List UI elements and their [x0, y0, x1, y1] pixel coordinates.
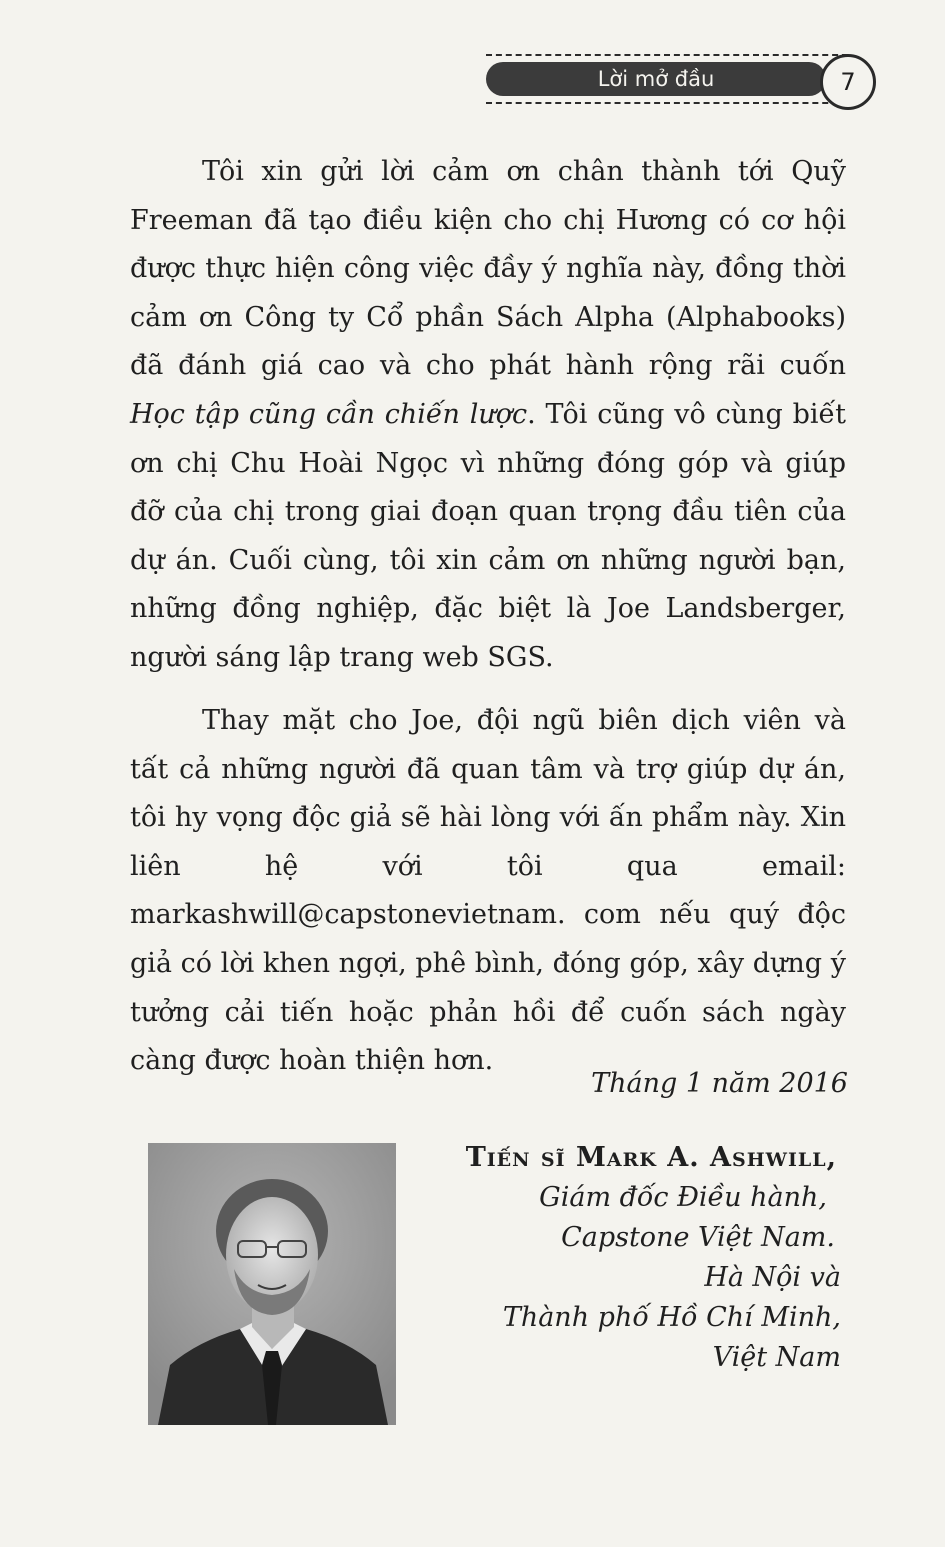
section-title: Lời mở đầu — [486, 62, 826, 96]
date-line: Tháng 1 năm 2016 — [591, 1068, 848, 1099]
author-photo — [148, 1143, 396, 1425]
signature-country: Việt Nam — [712, 1342, 841, 1373]
paragraph-contact — [130, 697, 846, 1086]
paragraph-1-rest: . Tôi cũng vô cùng biết ơn chị Chu Hoài Ngọc vì những đóng góp và giúp đỡ của chị trong giai đoạn quan trọng đầu tiên của dự án. Cuối cùng, tôi xin cảm ơn những người bạn, những đồng nghiệp, đặc biệt là Joe Landsberger, người sáng lập trang web SGS. — [130, 398, 847, 673]
signature-block — [397, 1138, 841, 1378]
paragraph-2: Thay mặt cho Joe, đội ngũ biên dịch viên và tất cả những người đã quan tâm và trợ giúp dự án, tôi hy vọng độc giả sẽ hài lòng với ấn phẩm này. Xin liên hệ với tôi qua email: markashwill@capstonevietnam. com nếu quý độc giả có lời khen ngợi, phê bình, đóng góp, xây dựng ý tưởng cải tiến hoặc phản hồi để cuốn sách ngày càng được hoàn thiện hơn. — [130, 705, 846, 1077]
signature-location-2: Thành phố Hồ Chí Minh, — [502, 1302, 841, 1333]
paragraph-1-intro: Tôi xin gửi lời cảm ơn chân thành tới Quỹ Freeman đã tạo điều kiện cho chị Hương có cơ hội được thực hiện công việc đầy ý nghĩa này, đồng thời cảm ơn Công ty Cổ phần Sách Alpha (Alphabooks) đã đánh giá cao và cho phát hành rộng rãi cuốn — [130, 156, 846, 382]
signature-name: Tiến sĩ Mark A. Ashwill, — [465, 1142, 837, 1173]
page-number: 7 — [820, 54, 876, 110]
portrait-photo-icon — [148, 1143, 396, 1425]
signature-position: Giám đốc Điều hành, — [539, 1182, 827, 1213]
book-title: Học tập cũng cần chiến lược — [130, 398, 528, 430]
paragraph-acknowledgements — [130, 148, 846, 683]
page-header — [478, 52, 898, 108]
paragraph-1 — [130, 148, 846, 683]
signature-location-1: Hà Nội và — [704, 1262, 841, 1293]
header-dashed-border-bottom — [486, 102, 848, 104]
header-dashed-border-top — [486, 54, 848, 56]
signature-organization: Capstone Việt Nam. — [561, 1222, 835, 1253]
